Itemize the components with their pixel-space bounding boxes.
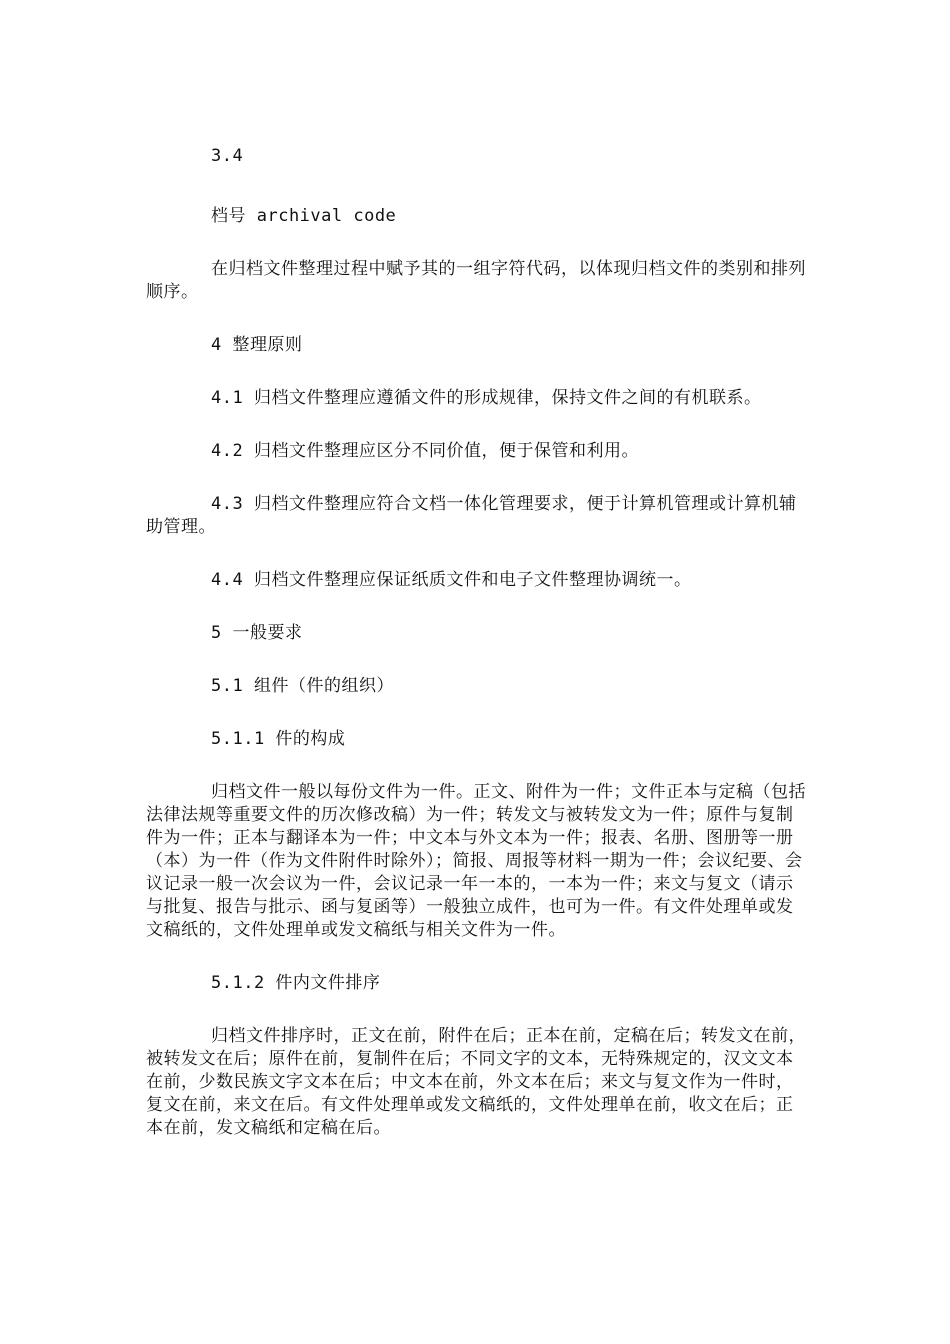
section-4-4: 4.4 归档文件整理应保证纸质文件和电子文件整理协调统一。 (211, 570, 692, 590)
section-5-1-2-title: 5.1.2 件内文件排序 (211, 973, 381, 993)
spacer (146, 698, 810, 728)
section-5-1-1-title: 5.1.1 件的构成 (211, 729, 346, 749)
spacer (146, 592, 810, 622)
section-5-1-1-body: 归档文件一般以每份文件为一件。正文、附件为一件；文件正本与定稿（包括法律法规等重要文件的历次修改稿）为一件；转发文与被转发文为一件；原件与复制件为一件；正本与翻译本为一件；中文本与外文本为一件；报表、名册、图册等一册（本）为一件（作为文件附件时除外）；简报、周报等材料一期为一件；会议纪要、会议记录一般一次会议为一件，会议记录一年一本的，一本为一件；来文与复文（请示与批复、报告与批示、函与复函等）一般独立成件，也可为一件。有文件处理单或发文稿纸的，文件处理单或发文稿纸与相关文件为一件。 (146, 782, 806, 940)
spacer (146, 942, 810, 972)
spacer (146, 168, 810, 205)
spacer (146, 357, 810, 387)
section-3-4-definition: 在归档文件整理过程中赋予其的一组字符代码，以体现归档文件的类别和排列顺序。 (146, 259, 806, 302)
spacer (146, 645, 810, 675)
section-5-1-title: 5.1 组件（件的组织） (211, 676, 394, 696)
spacer (146, 995, 810, 1025)
spacer (146, 410, 810, 440)
section-4-title: 4 整理原则 (211, 335, 303, 355)
section-4-1: 4.1 归档文件整理应遵循文件的形成规律，保持文件之间的有机联系。 (211, 388, 762, 408)
section-5-1-2-body: 归档文件排序时，正文在前，附件在后；正本在前，定稿在后；转发文在前，被转发文在后；原件在前，复制件在后；不同文字的文本，无特殊规定的，汉文文本在前，少数民族文字文本在后；中文本在前，外文本在后；来文与复文作为一件时，复文在前，来文在后。有文件处理单或发文稿纸的，文件处理单在前，收文在后；正本在前，发文稿纸和定稿在后。 (146, 1026, 806, 1138)
section-3-4-term: 档号 archival code (211, 206, 397, 226)
spacer (146, 539, 810, 569)
section-4-2: 4.2 归档文件整理应区分不同价值，便于保管和利用。 (211, 441, 639, 461)
section-4-3: 4.3 归档文件整理应符合文档一体化管理要求，便于计算机管理或计算机辅助管理。 (146, 494, 797, 537)
section-5-title: 5 一般要求 (211, 623, 303, 643)
spacer (146, 304, 810, 334)
spacer (146, 463, 810, 493)
spacer (146, 751, 810, 781)
document-body (146, 145, 810, 1140)
spacer (146, 228, 810, 258)
section-3-4-number: 3.4 (211, 146, 244, 166)
